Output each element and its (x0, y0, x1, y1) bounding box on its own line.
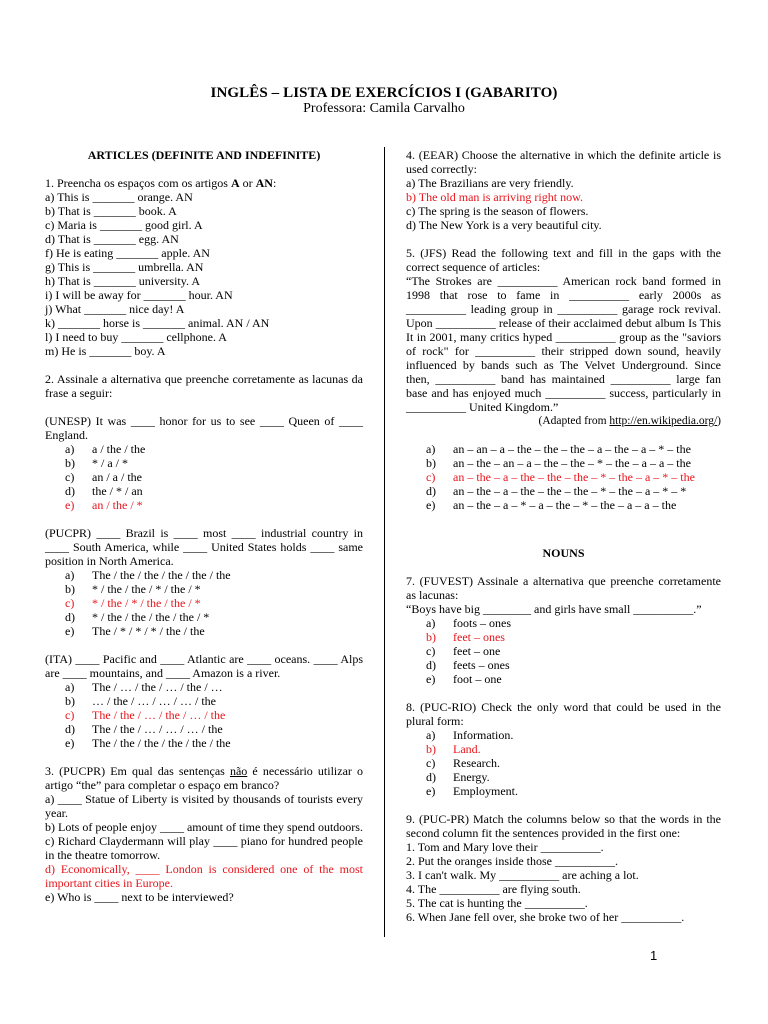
option-label: d) (426, 484, 436, 498)
answer-option (45, 610, 363, 624)
option-text: * / the / the / * / the / * (92, 582, 201, 596)
option-label: e) (426, 498, 436, 512)
question-5-passage: “The Strokes are __________ American rock band formed in 1998 that rose to fame in __________ early 2000s as __________ leading group in __________ garage rock revival. Upon __________ release of their acclaimed debut album Is This It in 2001, many critics hyped __________ group as the "saviors of rock" for __________ their stripped down sound, heavily influenced by bands such as The Velvet Underground. Since then, __________ band has maintained __________ large fan base and has enjoyed much __________ success, particularly in __________ United Kingdom.” (406, 274, 721, 414)
answer-option (406, 456, 721, 470)
article-an: AN (255, 176, 273, 190)
answer-option (406, 498, 721, 512)
option-text: The / … / the / … / the / … (92, 680, 223, 694)
option-text: The / the / the / the / the / the (92, 736, 231, 750)
source-text: (Adapted from (538, 415, 610, 427)
option-text: an – the – a – the – the – the – * – the – a – * – * (453, 484, 687, 498)
question-8-options (406, 728, 721, 798)
option-text: a / the / the (92, 442, 146, 456)
question-7-options (406, 616, 721, 686)
option-text: foot – one (453, 672, 502, 686)
list-item: 4. The __________ are flying south. (406, 882, 581, 896)
answer-option (45, 470, 363, 484)
document-title: INGLÊS – LISTA DE EXERCÍCIOS I (GABARITO) (210, 85, 558, 101)
answer-option (406, 644, 721, 658)
left-column (45, 148, 363, 904)
list-item: m) He is _______ boy. A (45, 344, 166, 358)
question-4-prompt: 4. (EEAR) Choose the alternative in which the definite article is used correctly: (406, 148, 721, 176)
option-label: e) (426, 672, 436, 686)
prompt-text: é necessário utilizar o artigo “the” para completar o espaço em branco? (45, 764, 363, 792)
option-text: feet – one (453, 644, 501, 658)
option-text: feets – ones (453, 658, 510, 672)
answer-item: e) Who is ____ next to be interviewed? (45, 890, 234, 904)
option-label: b) (65, 694, 75, 708)
list-item: 5. The cat is hunting the __________. (406, 896, 588, 910)
answer-option (406, 672, 721, 686)
option-label: d) (426, 770, 436, 784)
answer-option-correct (406, 742, 721, 756)
ita-options (45, 680, 363, 750)
option-text: the / * / an (92, 484, 143, 498)
question-5-options (406, 442, 721, 512)
option-label: a) (65, 442, 75, 456)
pucpr-text: (PUCPR) ____ Brazil is ____ most ____ industrial country in ____ South America, while ____ United States holds ____ same position in North America. (45, 526, 363, 568)
question-8-prompt: 8. (PUC-RIO) Check the only word that could be used in the plural form: (406, 700, 721, 728)
question-3 (45, 764, 363, 904)
list-item: g) This is _______ umbrella. AN (45, 260, 204, 274)
option-text: Land. (453, 742, 481, 756)
option-text: Energy. (453, 770, 490, 784)
option-text: … / the / … / … / … / the (92, 694, 216, 708)
list-item: d) That is _______ egg. AN (45, 232, 179, 246)
option-label: c) (426, 644, 436, 658)
option-label: c) (65, 470, 75, 484)
option-text: The / * / * / * / the / the (92, 624, 205, 638)
question-4 (406, 148, 721, 232)
question-1-prompt (45, 176, 363, 190)
prompt-or: or (239, 176, 256, 190)
answer-item: c) The spring is the season of flowers. (406, 204, 589, 218)
answer-option (406, 442, 721, 456)
question-1-items (45, 190, 363, 358)
option-text: feet – ones (453, 630, 505, 644)
question-8 (406, 700, 721, 798)
question-9-prompt: 9. (PUC-PR) Match the columns below so that the words in the second column fit the sentences provided in the first one: (406, 812, 721, 840)
answer-option (45, 680, 363, 694)
option-label: c) (65, 708, 75, 722)
document-subtitle: Professora: Camila Carvalho (303, 101, 465, 116)
list-item: 1. Tom and Mary love their __________. (406, 840, 604, 854)
list-item: 6. When Jane fell over, she broke two of her __________. (406, 910, 685, 924)
option-text: The / the / the / the / the / the (92, 568, 231, 582)
answer-option (45, 736, 363, 750)
section-title-articles: ARTICLES (DEFINITE AND INDEFINITE) (87, 148, 321, 162)
source-citation (406, 414, 721, 428)
option-text: Information. (453, 728, 514, 742)
answer-option (45, 456, 363, 470)
answer-option-correct (406, 470, 721, 484)
answer-item: b) Lots of people enjoy ____ amount of time they spend outdoors. (45, 820, 363, 834)
option-label: c) (426, 470, 436, 484)
option-label: c) (65, 596, 75, 610)
question-5 (406, 246, 721, 512)
list-item: b) That is _______ book. A (45, 204, 177, 218)
list-item: l) I need to buy _______ cellphone. A (45, 330, 227, 344)
ita-text: (ITA) ____ Pacific and ____ Atlantic are ____ oceans. ____ Alps are ____ mountains, and ____ Amazon is a river. (45, 652, 363, 680)
option-label: d) (65, 722, 75, 736)
option-label: e) (426, 784, 436, 798)
option-label: a) (426, 616, 436, 630)
answer-option (45, 568, 363, 582)
question-7 (406, 574, 721, 686)
answer-option (45, 722, 363, 736)
pucpr-options (45, 568, 363, 638)
list-item: 2. Put the oranges inside those __________. (406, 854, 618, 868)
option-label: a) (65, 568, 75, 582)
answer-option-correct (406, 630, 721, 644)
answer-item: d) The New York is a very beautiful city. (406, 218, 602, 232)
question-7-sentence: “Boys have big ________ and girls have small __________.” (406, 602, 702, 616)
source-text: ) (717, 415, 721, 427)
list-item: h) That is _______ university. A (45, 274, 200, 288)
option-label: a) (65, 680, 75, 694)
option-label: d) (65, 484, 75, 498)
option-text: * / the / the / the / the / * (92, 610, 210, 624)
option-label: c) (426, 756, 436, 770)
question-2-unesp (45, 414, 363, 512)
right-column (406, 148, 721, 924)
option-label: b) (426, 456, 436, 470)
list-item: f) He is eating _______ apple. AN (45, 246, 210, 260)
option-text: * / a / * (92, 456, 128, 470)
source-link[interactable]: http://en.wikipedia.org/ (609, 415, 718, 427)
answer-item-correct: b) The old man is arriving right now. (406, 190, 583, 204)
answer-item-correct: d) Economically, ____ London is considered one of the most important cities in Europe. (45, 862, 363, 890)
answer-option-correct (45, 708, 363, 722)
option-label: b) (426, 630, 436, 644)
question-1 (45, 176, 363, 358)
question-5-prompt: 5. (JFS) Read the following text and fill in the gaps with the correct sequence of articles: (406, 246, 721, 274)
page-number: 1 (650, 948, 658, 963)
question-9-items (406, 840, 721, 924)
question-2-pucpr (45, 526, 363, 638)
prompt-underlined: não (229, 764, 248, 778)
list-item: c) Maria is _______ good girl. A (45, 218, 203, 232)
question-3-prompt (45, 764, 363, 792)
option-text: an – an – a – the – the – the – a – the – a – * – the (453, 442, 691, 456)
article-a: A (230, 176, 240, 190)
prompt-text: 1. Preencha os espaços com os artigos (45, 176, 231, 190)
question-7-prompt: 7. (FUVEST) Assinale a alternativa que preenche corretamente as lacunas: (406, 574, 721, 602)
answer-option (406, 770, 721, 784)
column-divider (384, 147, 385, 937)
section-title-nouns: NOUNS (542, 546, 585, 560)
option-label: d) (426, 658, 436, 672)
answer-option (406, 756, 721, 770)
answer-option (406, 784, 721, 798)
question-2-ita (45, 652, 363, 750)
option-text: Research. (453, 756, 500, 770)
question-2-prompt: 2. Assinale a alternativa que preenche corretamente as lacunas da frase a seguir: (45, 372, 363, 400)
answer-option (45, 484, 363, 498)
answer-item: c) Richard Claydermann will play ____ piano for hundred people in the theatre tomorrow. (45, 834, 363, 862)
answer-item: a) The Brazilians are very friendly. (406, 176, 574, 190)
option-text: an – the – a – the – the – the – * – the – a – * – the (453, 470, 695, 484)
option-text: an / the / * (92, 498, 143, 512)
option-text: The / the / … / … / … / the (92, 722, 223, 736)
prompt-colon: : (272, 176, 277, 190)
unesp-text: (UNESP) It was ____ honor for us to see ____ Queen of ____ England. (45, 414, 363, 442)
option-text: an – the – an – a – the – the – * – the – a – a – the (453, 456, 691, 470)
option-label: e) (65, 498, 75, 512)
unesp-options (45, 442, 363, 512)
option-label: a) (426, 728, 436, 742)
answer-option (406, 616, 721, 630)
answer-option (406, 658, 721, 672)
option-label: e) (65, 736, 75, 750)
list-item: k) _______ horse is _______ animal. AN / AN (45, 316, 270, 330)
option-label: d) (65, 610, 75, 624)
option-label: b) (426, 742, 436, 756)
answer-option-correct (45, 596, 363, 610)
answer-option (45, 694, 363, 708)
option-text: an / a / the (92, 470, 142, 484)
answer-option (45, 442, 363, 456)
option-text: foots – ones (453, 616, 511, 630)
question-4-items (406, 176, 721, 232)
option-label: e) (65, 624, 75, 638)
question-2 (45, 372, 363, 750)
list-item: i) I will be away for _______ hour. AN (45, 288, 233, 302)
option-text: an – the – a – * – a – the – * – the – a – a – the (453, 498, 677, 512)
question-9 (406, 812, 721, 924)
list-item: j) What _______ nice day! A (45, 302, 185, 316)
answer-option (406, 728, 721, 742)
answer-item: a) ____ Statue of Liberty is visited by thousands of tourists every year. (45, 792, 363, 820)
option-text: The / the / … / the / … / the (92, 708, 226, 722)
question-3-items (45, 792, 363, 904)
answer-option-correct (45, 498, 363, 512)
answer-option (406, 484, 721, 498)
prompt-text: 3. (PUCPR) Em qual das sentenças (45, 764, 230, 778)
option-text: Employment. (453, 784, 518, 798)
option-label: b) (65, 582, 75, 596)
list-item: a) This is _______ orange. AN (45, 190, 193, 204)
list-item: 3. I can't walk. My __________ are aching a lot. (406, 868, 639, 882)
answer-option (45, 582, 363, 596)
option-label: b) (65, 456, 75, 470)
option-label: a) (426, 442, 436, 456)
answer-option (45, 624, 363, 638)
option-text: * / the / * / the / the / * (92, 596, 201, 610)
